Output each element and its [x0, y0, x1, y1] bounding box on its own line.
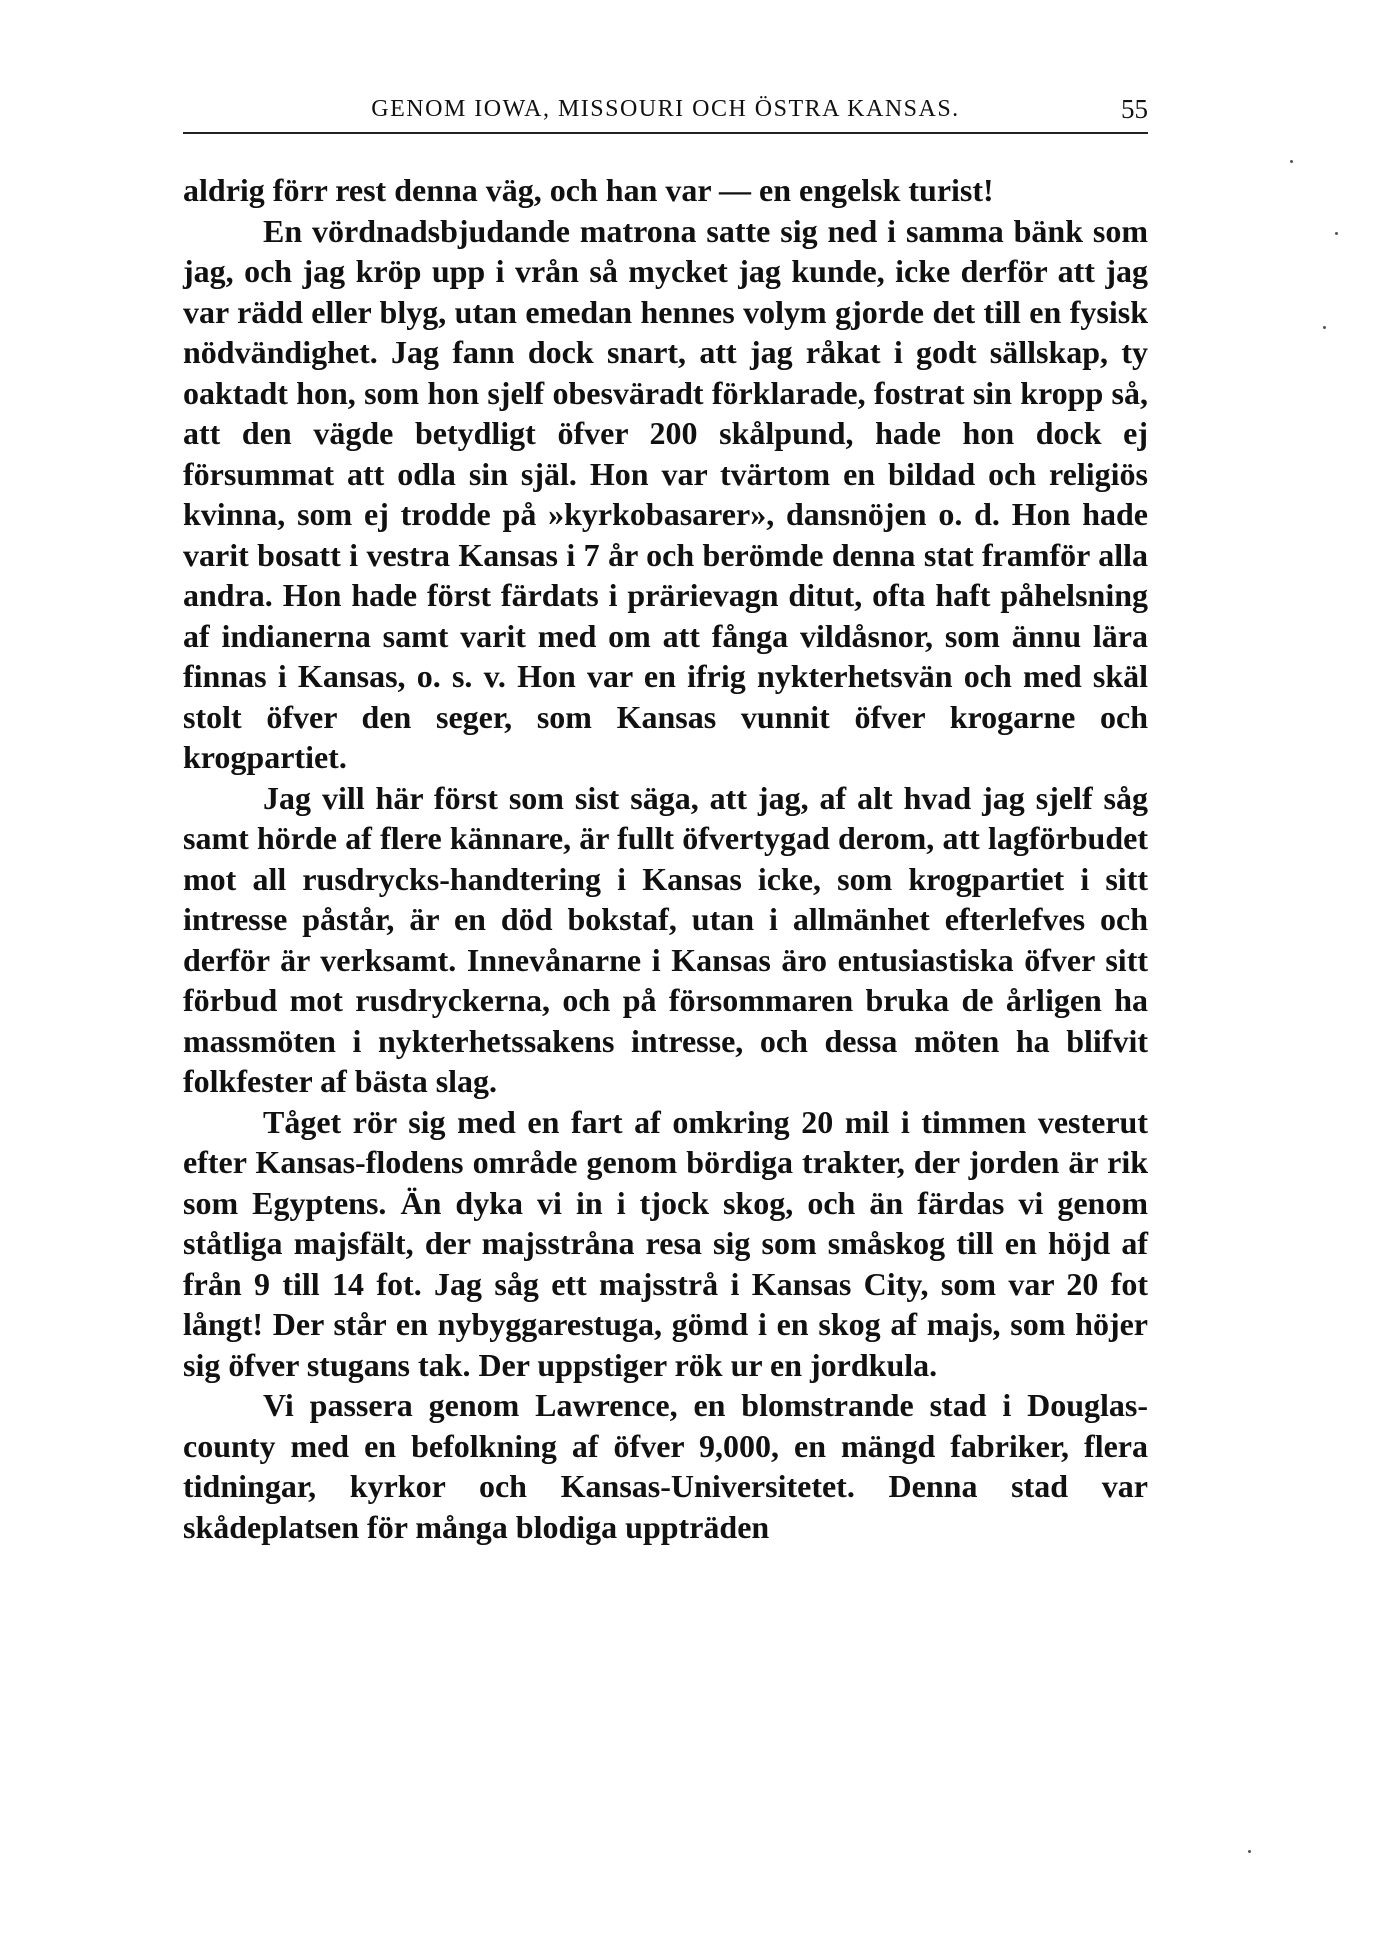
scan-speck — [1335, 232, 1338, 235]
body-text — [183, 170, 1148, 1547]
paragraph-train-journey: Tåget rör sig med en fart af omkring 20 mil i timmen vesterut efter Kansas-flodens område genom bördiga trakter, der jorden är rik som Egyptens. Än dyka vi in i tjock skog, och än färdas vi genom ståtliga majsfält, der majsstråna resa sig som småskog till en höjd af från 9 till 14 fot. Jag såg ett majsstrå i Kansas City, som var 20 fot långt! Der står en nybyggarestuga, gömd i en skog af majs, som höjer sig öfver stugans tak. Der uppstiger rök ur en jordkula. — [183, 1103, 1148, 1383]
scan-speck — [1248, 1850, 1251, 1853]
paragraph-continuation: aldrig förr rest denna väg, och han var — en engelsk turist! — [183, 172, 994, 208]
running-header — [183, 92, 1148, 134]
paragraph-lawrence: Vi passera genom Lawrence, en blomstrande stad i Douglas-county med en befolkning af öfver 9,000, en mängd fabriker, flera tidningar, kyrkor och Kansas-Universitetet. Denna stad var skådeplatsen för många blodiga uppträden — [183, 1387, 1148, 1545]
paragraph-matrona: En vördnadsbjudande matrona satte sig ned i samma bänk som jag, och jag kröp upp i vrån så mycket jag kunde, icke derför att jag var rädd eller blyg, utan emedan hennes volym gjorde det till en fysisk nödvändighet. Jag fann dock snart, att jag råkat i godt sällskap, ty oaktadt hon, som hon sjelf obesväradt förklarade, fostrat sin kropp så, att den vägde betydligt öfver 200 skålpund, hade hon dock ej försummat att odla sin själ. Hon var tvärtom en bildad och religiös kvinna, som ej trodde på »kyrkobasarer», dansnöjen o. d. Hon hade varit bosatt i vestra Kansas i 7 år och berömde denna stat framför alla andra. Hon hade först färdats i prärievagn ditut, ofta haft påhelsning af indianerna samt varit med om att fånga vildåsnor, som ännu lära finnas i Kansas, o. s. v. Hon var en ifrig nykterhetsvän och med skäl stolt öfver den seger, som Kansas vunnit öfver krogarne och krogpartiet. — [183, 212, 1148, 775]
running-title: GENOM IOWA, MISSOURI OCH ÖSTRA KANSAS. — [371, 96, 960, 122]
paragraph-prohibition: Jag vill här först som sist säga, att jag, af alt hvad jag sjelf såg samt hörde af flere kännare, är fullt öfvertygad derom, att lagförbudet mot all rusdrycks-handtering i Kansas icke, som krogpartiet i sitt intresse påstår, är en död bokstaf, utan i allmänhet efterlefves och derför är verksamt. Innevånarne i Kansas äro entusiastiska öfver sitt förbud mot rusdryckerna, och på försommaren bruka de årligen ha massmöten i nykterhetssakens intresse, och dessa möten ha blifvit folkfester af bästa slag. — [183, 779, 1148, 1099]
page-number: 55 — [1121, 94, 1148, 124]
scan-speck — [1323, 326, 1326, 329]
scan-speck — [1290, 160, 1293, 163]
